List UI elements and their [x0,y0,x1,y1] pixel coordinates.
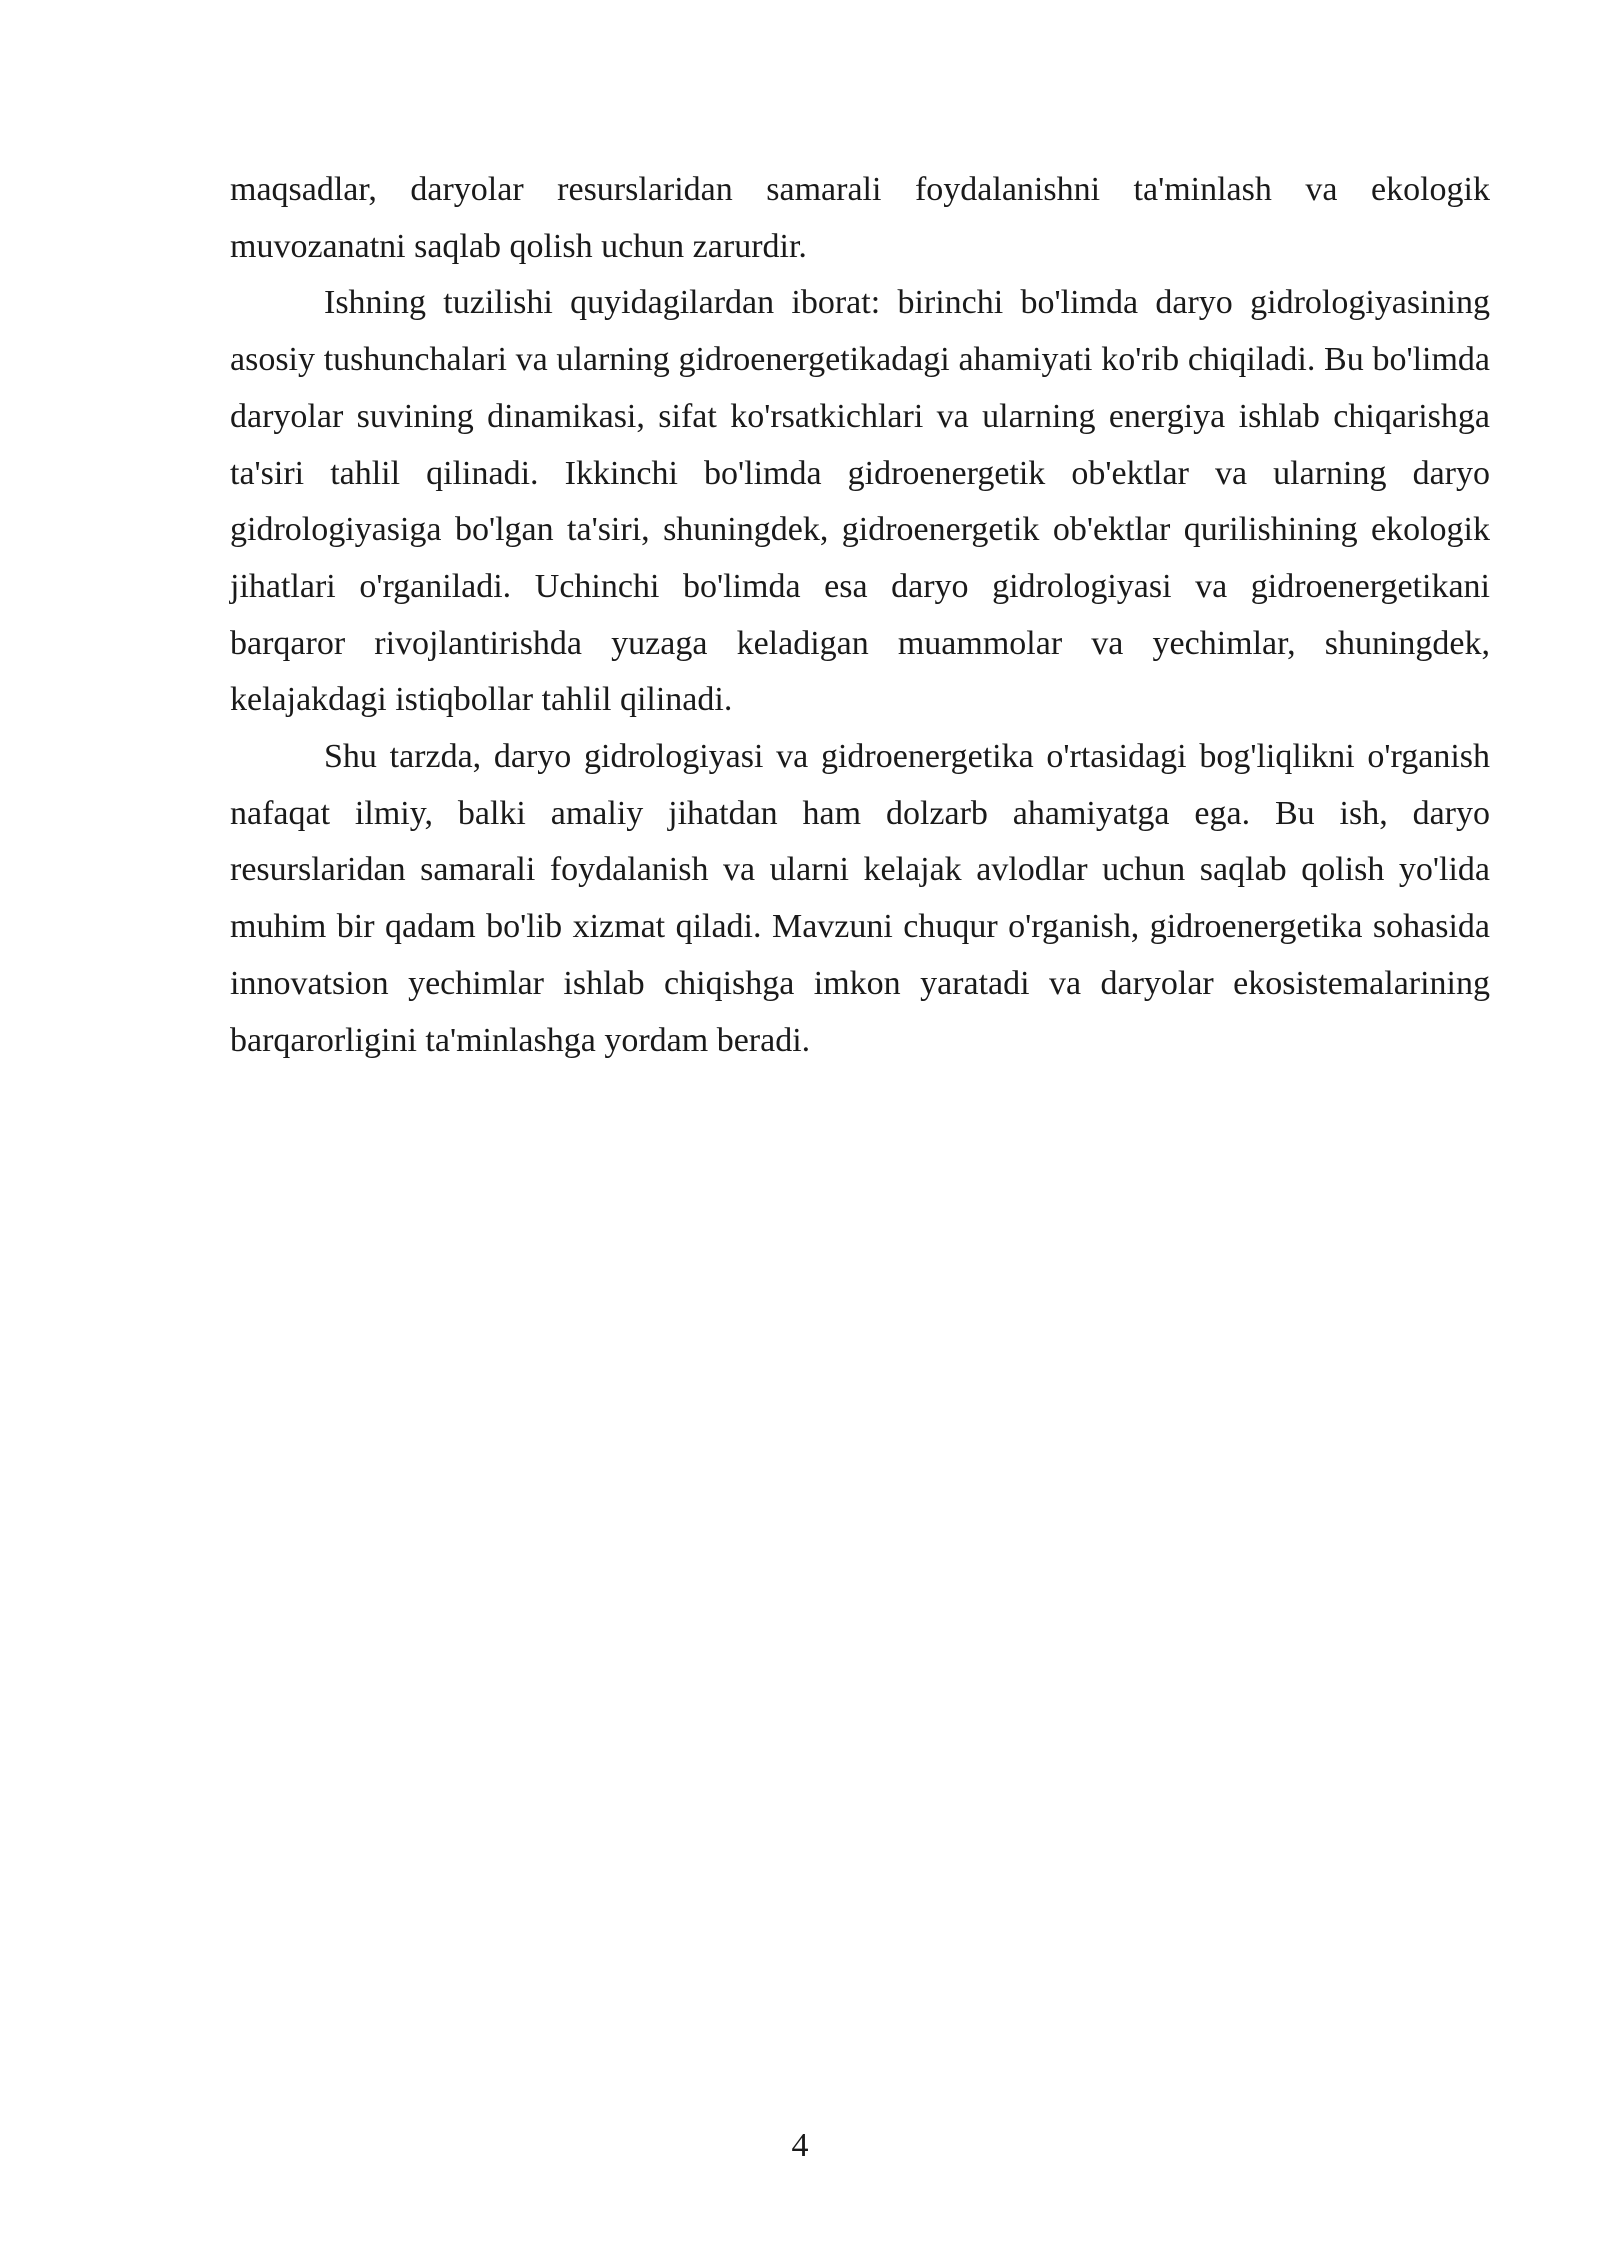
page-number: 4 [791,2127,809,2164]
body-text [230,162,1490,1069]
paragraph-conclusion: Shu tarzda, daryo gidrologiyasi va gidroenergetika o'rtasidagi bog'liqlikni o'rganish nafaqat ilmiy, balki amaliy jihatdan ham dolzarb ahamiyatga ega. Bu ish, daryo resurslaridan samarali foydalanish va ularni kelajak avlodlar uchun saqlab qolish yo'lida muhim bir qadam bo'lib xizmat qiladi. Mavzuni chuqur o'rganish, gidroenergetika sohasida innovatsion yechimlar ishlab chiqishga imkon yaratadi va daryolar ekosistemalarining barqarorligini ta'minlashga yordam beradi. [230,738,1490,1059]
paragraph-continuation: maqsadlar, daryolar resurslaridan samarali foydalanishni ta'minlash va ekologik muvozanatni saqlab qolish uchun zarurdir. [230,171,1490,265]
paragraph-work-structure: Ishning tuzilishi quyidagilardan iborat: birinchi bo'limda daryo gidrologiyasining asosiy tushunchalari va ularning gidroenergetikadagi ahamiyati ko'rib chiqiladi. Bu bo'limda daryolar suvining dinamikasi, sifat ko'rsatkichlari va ularning energiya ishlab chiqarishga ta'siri tahlil qilinadi. Ikkinchi bo'limda gidroenergetik ob'ektlar va ularning daryo gidrologiyasiga bo'lgan ta'siri, shuningdek, gidroenergetik ob'ektlar qurilishining ekologik jihatlari o'rganiladi. Uchinchi bo'limda esa daryo gidrologiyasi va gidroenergetikani barqaror rivojlantirishda yuzaga keladigan muammolar va yechimlar, shuningdek, kelajakdagi istiqbollar tahlil qilinadi. [230,284,1490,719]
